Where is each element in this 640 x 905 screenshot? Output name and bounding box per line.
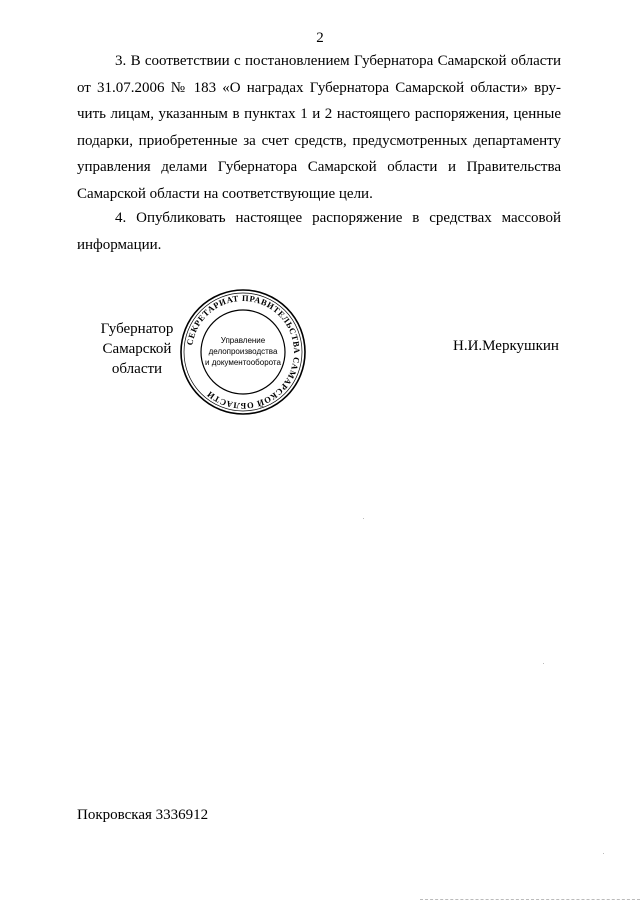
executor-contact: Покровская 3336912 (77, 807, 209, 823)
paragraph-3-line: 3. В соответствии с постановлением Губернатора Самарской области (115, 53, 561, 69)
scan-speck (363, 518, 364, 519)
paragraph-3-line: чить лицам, указанным в пунктах 1 и 2 настоящего распоряжения, ценные (77, 106, 561, 122)
paragraph-3-line: Самарской области на соответствующие цели. (77, 185, 373, 202)
official-stamp (179, 288, 307, 416)
paragraph-4-line: 4. Опубликовать настоящее распоряжение в средствах массовой (115, 210, 561, 226)
signatory-title-line: Губернатор (100, 321, 174, 337)
paragraph-4 (77, 205, 561, 258)
scan-speck (603, 853, 604, 854)
stamp-ring-text: СЕКРЕТАРИАТ ПРАВИТЕЛЬСТВА САМАРСКОЙ ОБЛАСТИ (184, 292, 303, 412)
paragraph-3 (77, 48, 561, 207)
page-number: 2 (316, 30, 324, 46)
stamp-center-line: и документооборота (205, 358, 281, 367)
paragraph-4-line: информации. (77, 236, 162, 253)
signatory-name: Н.И.Меркушкин (453, 338, 559, 354)
paragraph-3-line: управления делами Губернатора Самарской области и Правительства (77, 159, 561, 175)
paragraph-3-line: подарки, приобретенные за счет средств, предусмотренных департаменту (77, 132, 561, 149)
scan-speck (543, 663, 544, 664)
stamp-center-line: Управление (220, 336, 266, 345)
signatory-title-line: Самарской области (102, 341, 172, 377)
scan-edge-line (420, 899, 640, 901)
stamp-center-line: делопроизводства (208, 347, 278, 356)
paragraph-3-line: от 31.07.2006 № 183 «О наградах Губернатора Самарской области» вру- (77, 79, 561, 96)
